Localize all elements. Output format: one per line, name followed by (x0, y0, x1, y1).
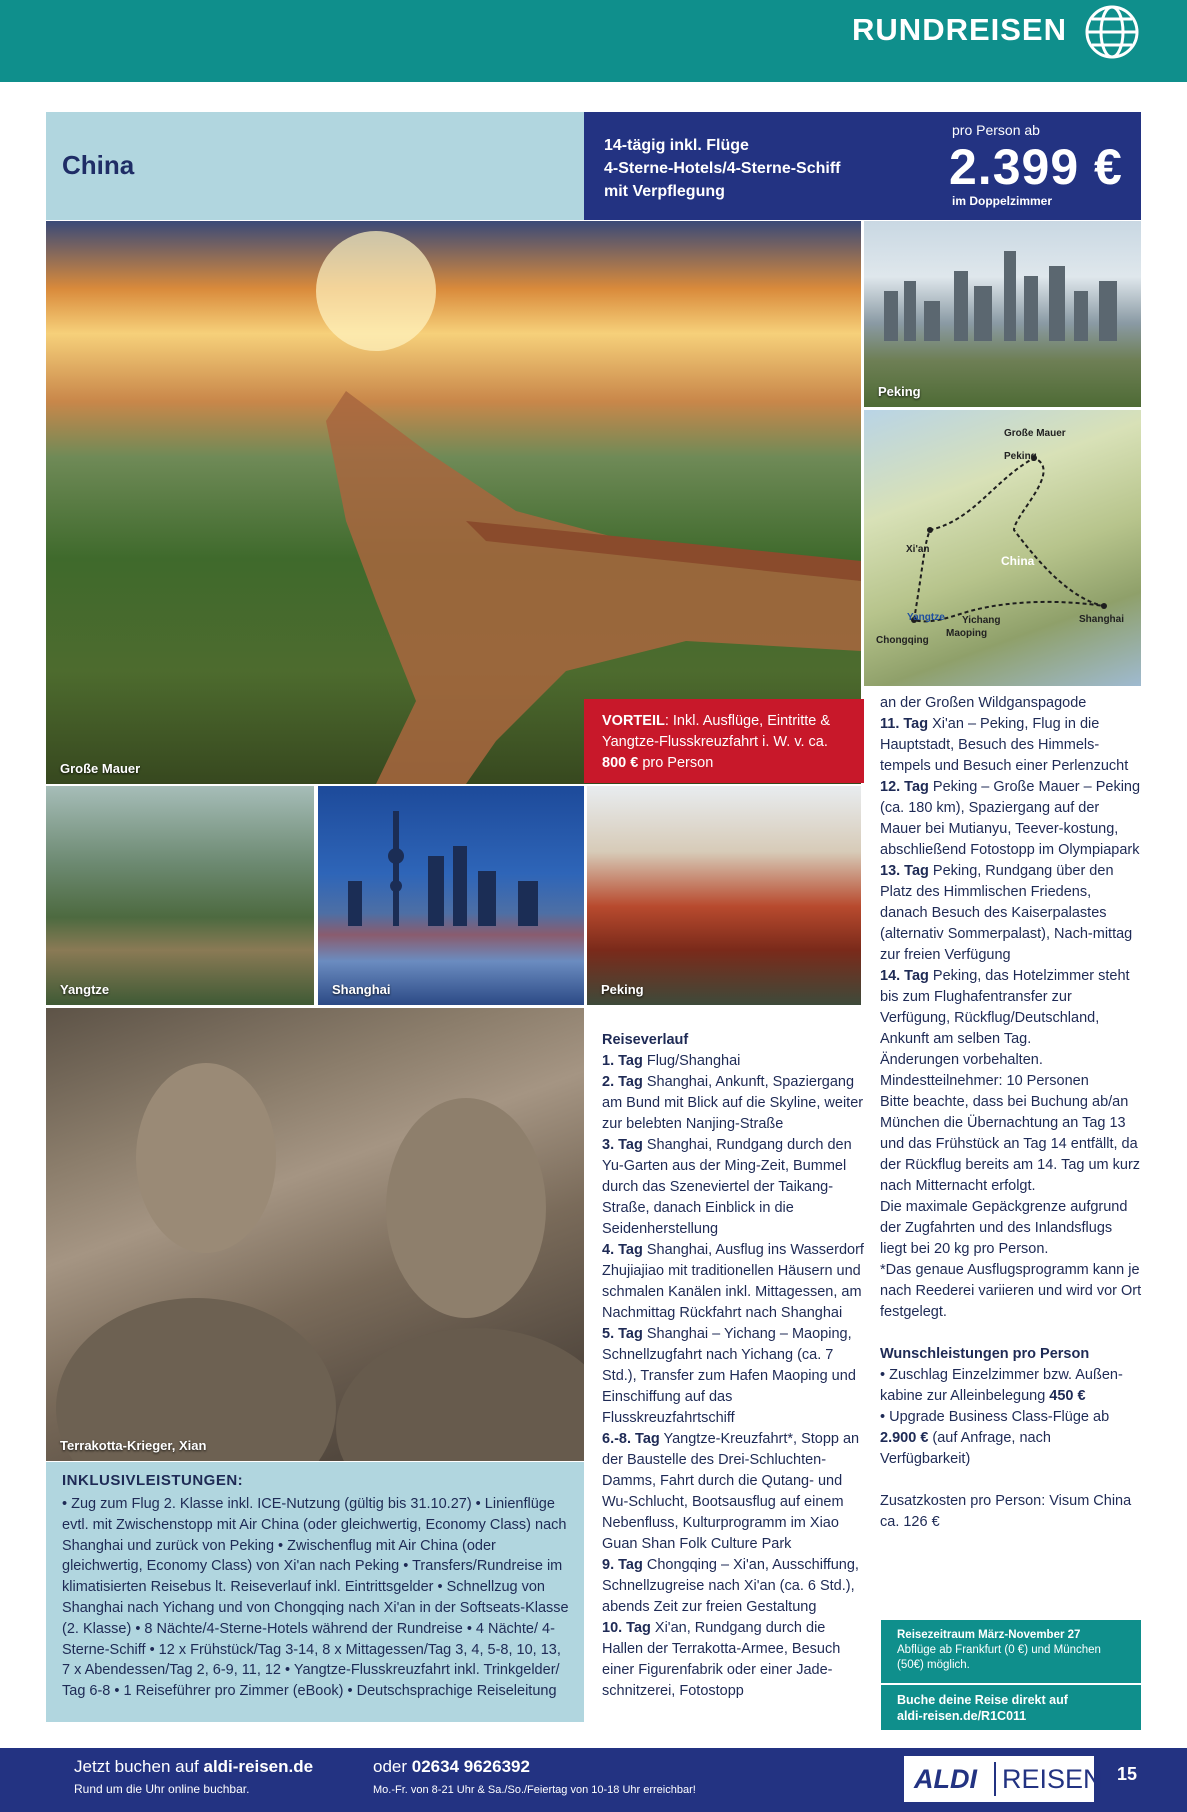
day-label: 3. Tag (602, 1137, 643, 1153)
inclusive-services-text: • Zug zum Flug 2. Klasse inkl. ICE-Nutzung (gültig bis 31.10.27) • Linienflüge evtl. mit Zwischenstopp mit Air China (oder gleichwertig, Economy Class) nach Shanghai und zurück von Peking • Zwischenflug mit Air China (oder gleichwertig, Economy Class) von Xi'an nach Peking • Transfers/Rundreise im klimatisierten Reisebus lt. Reiseverlauf inkl. Eintrittsgelder • Schnellzug von Shanghai nach Yichang und von Chongqing nach Xi'an in der Softseats-Klasse (2. Klasse) • 8 Nächte/4-Sterne-Hotels während der Rundreise • 4 Nächte/ 4-Sterne-Schiff • 12 x Frühstück/Tag 3-14, 8 x Mittagessen/Tag 3, 4, 5-8, 10, 13, 7 x Abendessen/Tag 2, 6-9, 11, 12 • Yangtze-Flusskreuzfahrt inkl. Trinkgelder/ Tag 6-8 • 1 Reiseführer pro Zimmer (eBook) • Deutschsprachige Reiseleitung (62, 1496, 569, 1700)
travel-period-line: Abflüge ab Frankfurt (0 €) und München (897, 1644, 1101, 1656)
offer-line: 14-tägig inkl. Flüge (604, 137, 749, 154)
booking-info (897, 1692, 1068, 1724)
divider (881, 1683, 1141, 1685)
footer-phone (373, 1757, 530, 1777)
day-text: Peking, Rundgang über den Platz des Himmlischen Friedens, danach Besuch des Kaiserpalastes (alternativ Sommerpalast), Nach-mittag zur freien Verfügung (880, 863, 1133, 963)
terracotta-illustration (46, 1008, 584, 1461)
itinerary-day (602, 1429, 864, 1555)
itinerary-day (602, 1324, 864, 1429)
map-label: Yichang (962, 615, 1001, 626)
itinerary-day (880, 777, 1142, 861)
optional-service-text: • Zuschlag Einzelzimmer bzw. Außen-kabine zur Alleinbelegung (880, 1367, 1123, 1404)
footer-booking-note: Rund um die Uhr online buchbar. (74, 1782, 250, 1796)
booking-link[interactable]: aldi-reisen.de/R1C011 (897, 1709, 1027, 1723)
booking-label: Buche deine Reise direkt auf (897, 1693, 1068, 1707)
day-text: Shanghai, Rundgang durch den Yu-Garten aus der Ming-Zeit, Bummel durch das Szeneviertel der Taikang-Straße, danach Einblick in die Seidenherstellung (602, 1137, 852, 1237)
day-label: 14. Tag (880, 968, 929, 984)
optional-service (880, 1365, 1142, 1407)
day-label: 2. Tag (602, 1074, 643, 1090)
inclusive-services-box (46, 1462, 584, 1722)
logo-aldi: ALDI (914, 1764, 977, 1794)
shanghai-photo (318, 786, 584, 1005)
top-banner (0, 0, 1187, 82)
forbidden-city-photo (587, 786, 861, 1005)
day-text: Xi'an, Rundgang durch die Hallen der Terrakotta-Armee, Besuch einer Figurenfabrik oder einer Jade-schnitzerei, Fotostopp (602, 1620, 841, 1699)
price-label: pro Person ab (952, 122, 1040, 138)
offer-line: 4-Sterne-Hotels/4-Sterne-Schiff (604, 160, 841, 177)
travel-period-line: (50€) möglich. (897, 1659, 970, 1671)
itinerary-title: Reiseverlauf (602, 1032, 689, 1048)
map-label: Xi'an (906, 544, 930, 555)
map-label: Chongqing (876, 635, 929, 646)
route-map (864, 410, 1141, 686)
itinerary-continued: an der Großen Wildganspagode (880, 695, 1087, 711)
advantage-box (584, 699, 864, 783)
extra-costs: Zusatzkosten pro Person: Visum China ca. 126 € (880, 1493, 1132, 1530)
day-label: 9. Tag (602, 1557, 643, 1573)
day-text: Shanghai – Yichang – Maoping, Schnellzugfahrt nach Yichang (ca. 7 Std.), Transfer zum Hafen Maoping und Einschiffung auf das Flusskreuzfahrtschiff (602, 1326, 856, 1426)
day-text: Peking, das Hotelzimmer steht bis zum Flughafentransfer zur Verfügung, Rückflug/Deutschland, Ankunft am selben Tag. (880, 968, 1130, 1047)
note-luggage: Die maximale Gepäckgrenze aufgrund der Zugfahrten und des Inlandsflugs liegt bei 20 kg pro Person. (880, 1199, 1128, 1257)
itinerary-day (602, 1555, 864, 1618)
section-title: RUNDREISEN (852, 12, 1067, 47)
skyline-illustration (864, 221, 1141, 407)
footer-booking (74, 1757, 313, 1777)
optional-service-text: • Upgrade Business Class-Flüge ab (880, 1409, 1110, 1425)
map-label: Yangtze (907, 612, 945, 623)
photo-caption: Große Mauer (60, 761, 141, 776)
day-label: 1. Tag (602, 1053, 643, 1069)
itinerary-day (602, 1240, 864, 1324)
day-text: Yangtze-Kreuzfahrt*, Stopp an der Baustelle des Drei-Schluchten-Damms, Fahrt durch die Qutang- und Wu-Schlucht, Bootsausflug auf einem Nebenfluss, Kulturprogramm im Xiao Guan Shan Folk Culture Park (602, 1431, 860, 1552)
day-label: 10. Tag (602, 1620, 651, 1636)
itinerary-day (880, 714, 1142, 777)
itinerary-continued-column (880, 693, 1142, 1533)
note-min-participants: Mindestteilnehmer: 10 Personen (880, 1073, 1089, 1089)
price-note: im Doppelzimmer (952, 194, 1053, 208)
travel-period-box (881, 1620, 1141, 1730)
itinerary-day (602, 1051, 864, 1072)
inclusive-services-title: INKLUSIVLEISTUNGEN: (62, 1472, 244, 1489)
photo-caption: Terrakotta-Krieger, Xian (60, 1438, 207, 1453)
offer-box (584, 112, 1141, 220)
map-label: Große Mauer (1004, 428, 1066, 439)
footer-booking-link[interactable]: aldi-reisen.de (203, 1757, 314, 1776)
optional-service (880, 1407, 1142, 1470)
map-label: China (1001, 554, 1035, 568)
note-munich: Bitte beachte, dass bei Buchung ab/an München die Übernachtung an Tag 13 und das Frühstück an Tag 14 entfällt, da der Rückflug bereits am 14. Tag um kurz nach Mitternacht erfolgt. (880, 1094, 1141, 1194)
optional-service-price: 450 € (1049, 1388, 1086, 1404)
offer-summary (604, 134, 841, 203)
shanghai-skyline-illustration (318, 786, 584, 1005)
day-text: Shanghai, Ankunft, Spaziergang am Bund mit Blick auf die Skyline, weiter zur belebten Nanjing-Straße (602, 1074, 864, 1132)
price-value: 2.399 € (949, 139, 1123, 195)
day-label: 6.-8. Tag (602, 1431, 660, 1447)
itinerary-day (602, 1618, 864, 1702)
photo-caption: Yangtze (60, 982, 110, 997)
logo-divider (994, 1762, 996, 1796)
beijing-skyline-photo (864, 221, 1141, 407)
logo-reisen: REISEN (1002, 1764, 1103, 1794)
optional-service-note: (auf Anfrage, nach Verfügbarkeit) (880, 1430, 1051, 1467)
day-label: 13. Tag (880, 863, 929, 879)
yangtze-photo (46, 786, 314, 1005)
day-label: 11. Tag (880, 716, 929, 732)
optional-services-title: Wunschleistungen pro Person (880, 1346, 1090, 1362)
photo-caption: Shanghai (332, 982, 391, 997)
terracotta-warriors-photo (46, 1008, 584, 1461)
map-label: Peking (1004, 451, 1037, 462)
itinerary-day (880, 966, 1142, 1050)
travel-period-title: Reisezeitraum März-November 27 (897, 1629, 1081, 1641)
day-label: 4. Tag (602, 1242, 643, 1258)
itinerary-day (880, 861, 1142, 966)
day-label: 5. Tag (602, 1326, 643, 1342)
footer-phone-number[interactable]: 02634 9626392 (411, 1757, 530, 1776)
itinerary-day (602, 1072, 864, 1135)
note-changes: Änderungen vorbehalten. (880, 1052, 1043, 1068)
day-text: Peking – Große Mauer – Peking (ca. 180 km), Spaziergang auf der Mauer bei Mutianyu, Teever-kostung, abschließend Fotostopp im Olympiapark (880, 779, 1141, 858)
map-label: Maoping (946, 628, 988, 639)
footer-phone-prefix: oder (373, 1757, 412, 1776)
day-text: Flug/Shanghai (642, 1053, 741, 1069)
advantage-amount: 800 € (602, 755, 639, 771)
note-excursion: *Das genaue Ausflugsprogramm kann je nach Reederei variieren und wird vor Ort festgelegt. (880, 1262, 1142, 1320)
map-label: Shanghai (1079, 614, 1125, 625)
photo-caption: Peking (601, 982, 644, 997)
day-label: 12. Tag (880, 779, 929, 795)
optional-service-price: 2.900 € (880, 1430, 929, 1446)
advantage-suffix: pro Person (638, 755, 714, 771)
offer-line: mit Verpflegung (604, 183, 725, 200)
globe-icon (1082, 2, 1142, 62)
footer-booking-prefix: Jetzt buchen auf (74, 1757, 204, 1776)
advantage-text (602, 711, 852, 774)
page-number: 15 (1117, 1764, 1138, 1784)
footer-hours: Mo.-Fr. von 8-21 Uhr & Sa./So./Feiertag von 10-18 Uhr erreichbar! (373, 1784, 696, 1796)
day-text: Chongqing – Xi'an, Ausschiffung, Schnellzugreise nach Xi'an (ca. 6 Std.), abends Zeit zur freien Gestaltung (602, 1557, 859, 1615)
day-text: Shanghai, Ausflug ins Wasserdorf Zhujiajiao mit traditionellen Häusern und schmalen Kanälen inkl. Mittagessen, am Nachmittag Rückfahrt nach Shanghai (602, 1242, 864, 1321)
day-text: Xi'an – Peking, Flug in die Hauptstadt, Besuch des Himmels-tempels und Besuch einer Perlenzucht (880, 716, 1129, 774)
aldi-reisen-logo (904, 1756, 1103, 1802)
photo-caption: Peking (878, 384, 921, 399)
footer (0, 1748, 1187, 1812)
travel-period-content (897, 1628, 1131, 1673)
destination-header (46, 112, 584, 220)
itinerary-day (602, 1135, 864, 1240)
advantage-label: VORTEIL (602, 713, 665, 729)
advantage-body: : Inkl. Ausflüge, Eintritte & Yangtze-Flusskreuzfahrt i. W. v. ca. (602, 713, 831, 750)
itinerary-column (602, 1030, 864, 1702)
destination-title: China (62, 150, 135, 180)
